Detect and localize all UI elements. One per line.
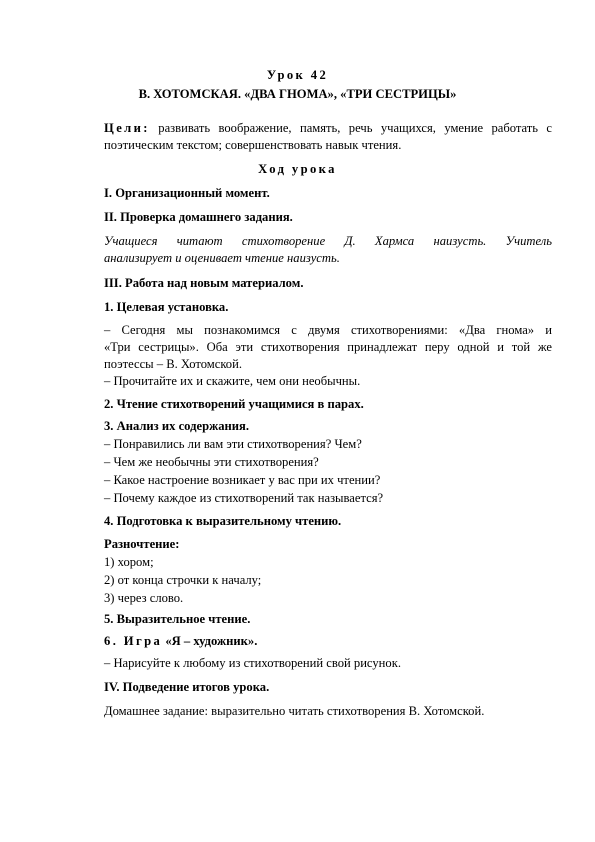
section-2-text-2: анализирует и оценивает чтение наизусть. xyxy=(104,251,340,265)
variant-2: 2) от конца строчки к началу; xyxy=(104,573,262,587)
question-1: – Понравились ли вам эти стихотворения? Чем? xyxy=(104,437,362,451)
section-2-heading: II. Проверка домашнего задания. xyxy=(104,210,293,224)
goals-line-1 xyxy=(104,121,552,136)
point-3-heading: 3. Анализ их содержания. xyxy=(104,419,249,433)
section-1-heading: I. Организационный момент. xyxy=(104,186,270,200)
variant-3: 3) через слово. xyxy=(104,591,184,605)
point-1-text-1: – Сегодня мы познакомимся с двумя стихотворениями: «Два гнома» и xyxy=(104,323,552,337)
point-5-heading: 5. Выразительное чтение. xyxy=(104,612,251,626)
goals-text-1: развивать воображение, память, речь учащихся, умение работать с xyxy=(158,121,552,135)
section-2-text-1: Учащиеся читают стихотворение Д. Хармса наизусть. Учитель xyxy=(104,234,552,248)
goals-text-2: поэтическим текстом; совершенствовать навык чтения. xyxy=(104,138,402,152)
point-1-heading: 1. Целевая установка. xyxy=(104,300,229,314)
point-6-label: 6. Игра xyxy=(104,634,163,648)
variant-1: 1) хором; xyxy=(104,555,154,569)
question-2: – Чем же необычны эти стихотворения? xyxy=(104,455,319,469)
section-3-heading: III. Работа над новым материалом. xyxy=(104,276,304,290)
variants-label: Разночтение: xyxy=(104,537,180,551)
point-6-heading xyxy=(104,634,552,649)
point-1-text-4: – Прочитайте их и скажите, чем они необычны. xyxy=(104,374,361,388)
homework-line: Домашнее задание: выразительно читать стихотворения В. Хотомской. xyxy=(104,704,485,718)
lesson-title: Урок 42 xyxy=(266,68,329,82)
point-1-text-3: поэтессы – В. Хотомской. xyxy=(104,357,242,371)
question-4: – Почему каждое из стихотворений так называется? xyxy=(104,491,384,505)
goals-label: Цели: xyxy=(104,121,150,135)
question-3: – Какое настроение возникает у вас при их чтении? xyxy=(104,473,381,487)
point-2-heading: 2. Чтение стихотворений учащимися в парах. xyxy=(104,397,364,411)
point-6-text: – Нарисуйте к любому из стихотворений свой рисунок. xyxy=(104,656,401,670)
section-4-heading: IV. Подведение итогов урока. xyxy=(104,680,270,694)
point-1-text-2: «Три сестрицы». Оба эти стихотворения принадлежат перу одной и той же xyxy=(104,340,552,354)
lesson-subtitle: В. ХОТОМСКАЯ. «ДВА ГНОМА», «ТРИ СЕСТРИЦЫ» xyxy=(138,87,457,101)
course-heading: Ход урока xyxy=(258,162,337,176)
point-4-heading: 4. Подготовка к выразительному чтению. xyxy=(104,514,342,528)
point-6-title: «Я – художник». xyxy=(165,634,258,648)
